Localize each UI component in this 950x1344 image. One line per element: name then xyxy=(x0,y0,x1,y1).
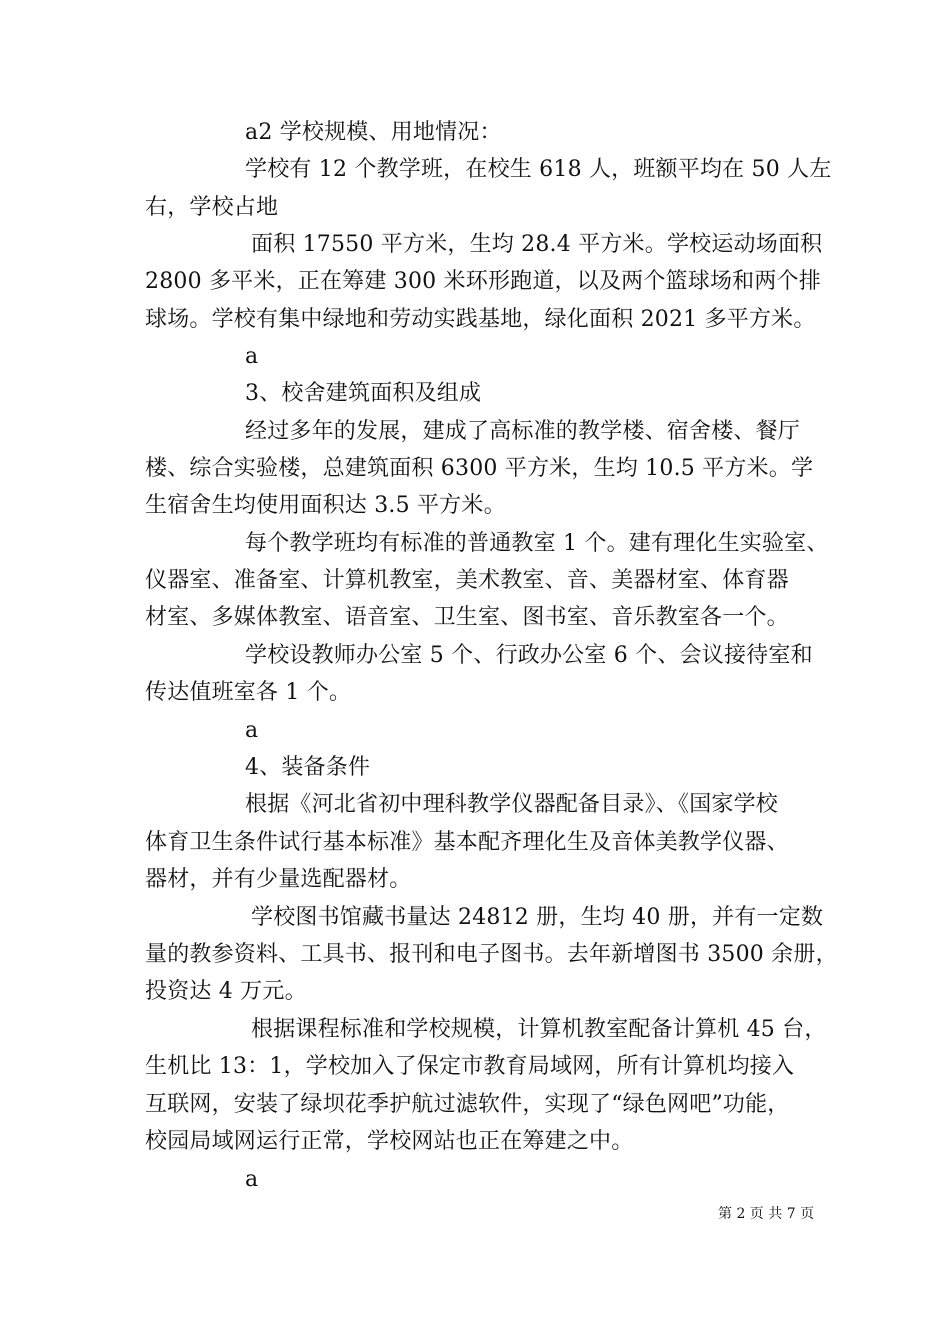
text-line: 学校有 12 个教学班，在校生 618 人，班额平均在 50 人左 xyxy=(245,157,832,182)
text-line: 生宿舍生均使用面积达 3.5 平方米。 xyxy=(145,493,506,518)
text-line: 生机比 13：1，学校加入了保定市教育局域网，所有计算机均接入 xyxy=(145,1054,795,1079)
text-line: a xyxy=(245,1167,259,1192)
page-number-footer: 第 2 页 共 7 页 xyxy=(718,1206,815,1222)
text-line: 传达值班室各 1 个。 xyxy=(145,680,352,705)
text-line: 学校设教师办公室 5 个、行政办公室 6 个、会议接待室和 xyxy=(245,643,813,668)
text-line: 校园局域网运行正常，学校网站也正在筹建之中。 xyxy=(145,1129,634,1154)
text-line: 经过多年的发展，建成了高标准的教学楼、宿舍楼、餐厅 xyxy=(245,419,801,444)
text-line: 学校图书馆藏书量达 24812 册，生均 40 册，并有一定数 xyxy=(251,905,824,930)
text-line: 材室、多媒体教室、语音室、卫生室、图书室、音乐教室各一个。 xyxy=(145,605,789,630)
section-heading: 3、校舍建筑面积及组成 xyxy=(245,381,482,406)
text-line: 面积 17550 平方米，生均 28.4 平方米。学校运动场面积 xyxy=(251,232,823,257)
text-line: 体育卫生条件试行基本标准》基本配齐理化生及音体美教学仪器、 xyxy=(145,830,789,855)
text-line: 2800 多平米，正在筹建 300 米环形跑道，以及两个篮球场和两个排 xyxy=(145,269,821,294)
text-line: a xyxy=(245,344,259,369)
text-line: a xyxy=(245,718,259,743)
text-line: 量的教参资料、工具书、报刊和电子图书。去年新增图书 3500 余册， xyxy=(145,942,838,967)
text-line: 投资达 4 万元。 xyxy=(145,979,307,1004)
section-heading: 4、装备条件 xyxy=(245,755,371,780)
text-line: 根据课程标准和学校规模，计算机教室配备计算机 45 台， xyxy=(251,1017,827,1042)
document-body xyxy=(145,118,838,1195)
text-line: 仪器室、准备室、计算机教室，美术教室、音、美器材室、体育器 xyxy=(145,568,789,593)
text-line: 楼、综合实验楼，总建筑面积 6300 平方米，生均 10.5 平方米。学 xyxy=(145,456,814,481)
text-line: 球场。学校有集中绿地和劳动实践基地，绿化面积 2021 多平方米。 xyxy=(145,307,816,332)
text-line: 每个教学班均有标准的普通教室 1 个。建有理化生实验室、 xyxy=(245,531,829,556)
text-line: 根据《河北省初中理科教学仪器配备目录》、《国家学校 xyxy=(245,792,779,817)
text-line: 右，学校占地 xyxy=(145,195,279,220)
text-line: 器材，并有少量选配器材。 xyxy=(145,867,412,892)
text-line: a2 学校规模、用地情况： xyxy=(245,120,502,145)
text-line: 互联网，安装了绿坝花季护航过滤软件，实现了“绿色网吧”功能， xyxy=(145,1092,790,1117)
